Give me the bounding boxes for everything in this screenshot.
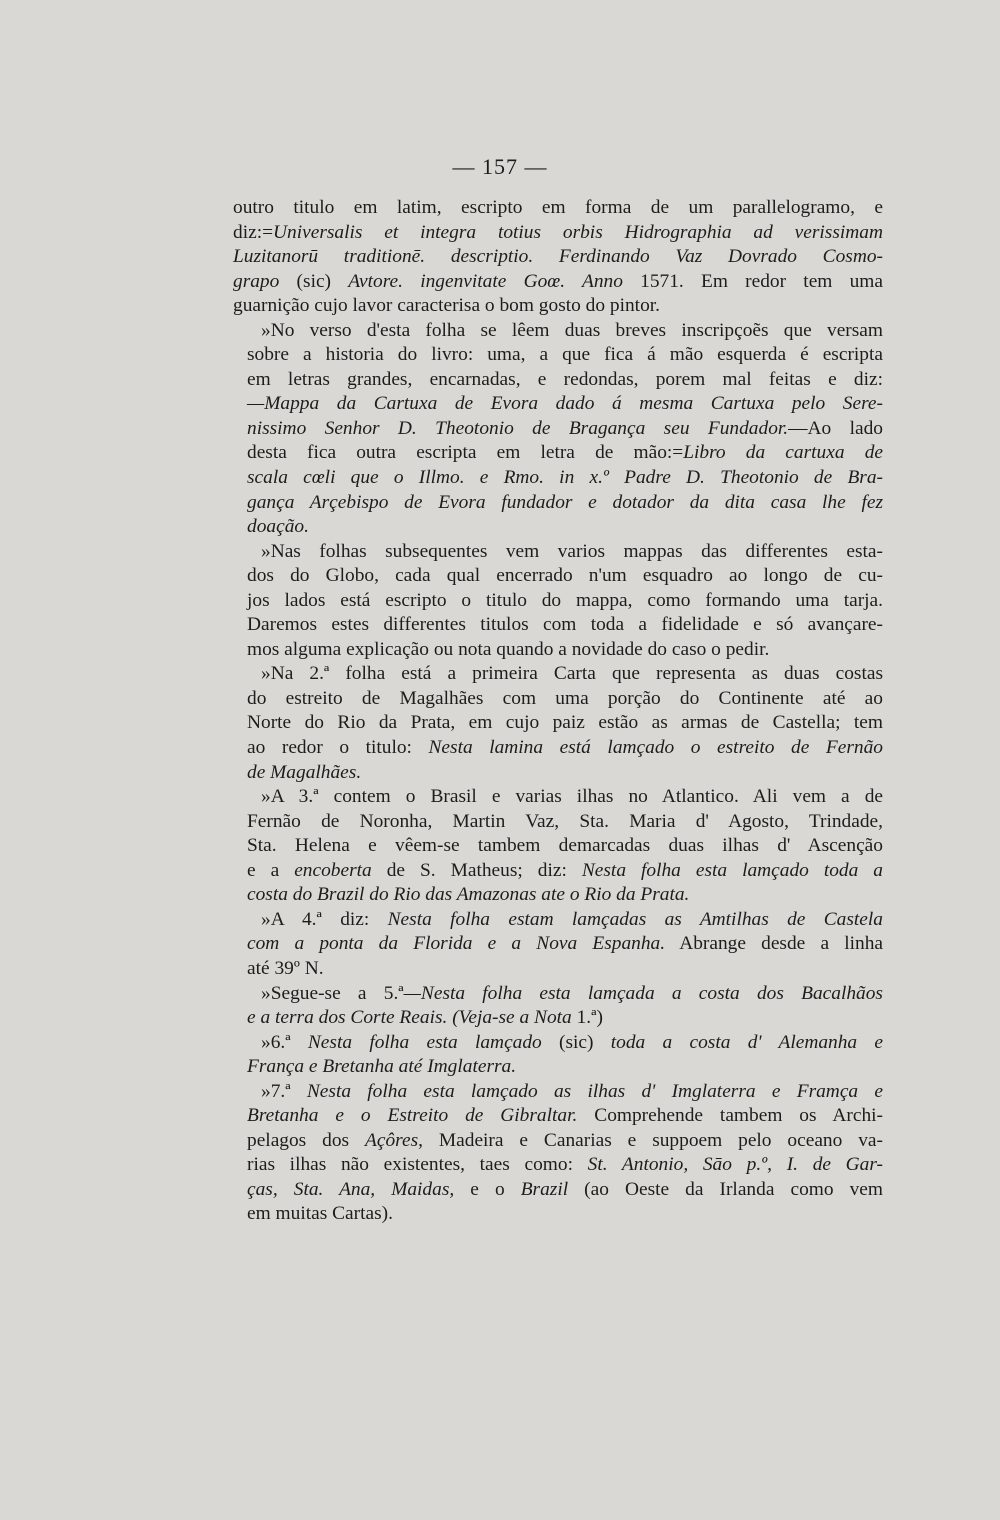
italic-text: ças, Sta. Ana, Maidas, xyxy=(247,1178,455,1200)
text-line xyxy=(233,761,883,786)
italic-text: nissimo Senhor D. Theotonio de Bragança seu Fundador. xyxy=(247,417,789,439)
text-line xyxy=(233,270,883,295)
roman-text: guarnição cujo lavor caracterisa o bom gosto do pintor. xyxy=(233,295,661,317)
italic-text: Brazil xyxy=(520,1178,569,1200)
text-line xyxy=(233,711,883,736)
roman-text: Abrange desde a linha xyxy=(665,933,883,955)
italic-text: toda a costa d' Alemanha e xyxy=(610,1031,883,1053)
paragraph xyxy=(233,540,883,663)
italic-text: com a ponta da Florida e a Nova Espanha. xyxy=(247,933,666,955)
roman-text: sobre a historia do livro: uma, a que fica á mão esquerda é escripta xyxy=(247,344,883,366)
paragraph xyxy=(233,662,883,785)
text-line xyxy=(233,613,883,638)
roman-text: até 39º N. xyxy=(247,957,324,979)
roman-text: »Na 2.ª folha está a primeira Carta que representa as duas costas xyxy=(261,663,883,685)
roman-text: mos alguma explicação ou nota quando a novidade do caso o pedir. xyxy=(247,638,770,660)
text-line xyxy=(233,245,883,270)
text-line xyxy=(233,368,883,393)
roman-text: de S. Matheus; diz: xyxy=(371,859,582,881)
italic-text: Luzitanorū traditionē. descriptio. Ferdinando Vaz Dovrado Cosmo- xyxy=(233,246,883,268)
roman-text: »Nas folhas subsequentes vem varios mappas das differentes esta- xyxy=(261,540,883,562)
paragraph xyxy=(233,982,883,1031)
text-line xyxy=(233,392,883,417)
roman-text: e o xyxy=(454,1178,521,1200)
text-line xyxy=(233,1080,883,1105)
text-line xyxy=(233,638,883,663)
text-line xyxy=(233,1104,883,1129)
roman-text: 1571. Em redor tem uma xyxy=(622,270,883,292)
roman-text: outro titulo em latim, escripto em forma de um parallelogramo, e xyxy=(233,197,883,218)
text-line xyxy=(233,441,883,466)
roman-text: pelagos dos xyxy=(247,1129,365,1151)
text-line xyxy=(233,908,883,933)
roman-text: »A 4.ª diz: xyxy=(261,908,388,930)
paragraph xyxy=(233,1031,883,1080)
text-line xyxy=(233,785,883,810)
text-line xyxy=(233,491,883,516)
text-line xyxy=(233,515,883,540)
text-line xyxy=(233,982,883,1007)
text-line xyxy=(233,343,883,368)
text-line xyxy=(233,1031,883,1056)
text-line xyxy=(233,196,883,221)
roman-text: e a xyxy=(247,859,295,881)
italic-text: costa do Brazil do Rio das Amazonas ate o Rio da Prata. xyxy=(247,884,690,906)
roman-text: (sic) xyxy=(279,270,349,292)
roman-text: ao redor o titulo: xyxy=(247,737,429,759)
text-line xyxy=(233,564,883,589)
italic-text: Bretanha e o Estreito de Gibraltar. xyxy=(247,1105,578,1127)
italic-text: Nesta folha estam lamçadas as Amtilhas de Castela xyxy=(387,908,883,930)
roman-text: (ao Oeste da Irlanda como vem xyxy=(568,1178,883,1200)
italic-text: doação. xyxy=(247,516,309,538)
paragraph xyxy=(233,319,883,540)
text-line xyxy=(233,294,883,319)
italic-text: Nesta folha esta lamçado toda a xyxy=(581,859,883,881)
italic-text: Avtore. ingenvitate Goœ. Anno xyxy=(348,270,623,292)
text-line xyxy=(233,1006,883,1031)
italic-text: grapo xyxy=(233,270,280,292)
roman-text: Fernão de Noronha, Martin Vaz, Sta. Maria d' Agosto, Trindade, xyxy=(247,810,883,832)
italic-text: França e Bretanha até Imglaterra. xyxy=(247,1056,517,1078)
italic-text: Açôres xyxy=(365,1129,419,1151)
text-line xyxy=(233,932,883,957)
italic-text: scala cœli que o Illmo. e Rmo. in x.º Padre D. Theotonio de Bra- xyxy=(247,467,883,489)
roman-text: 1.ª) xyxy=(571,1007,603,1029)
text-line xyxy=(233,662,883,687)
text-line xyxy=(233,540,883,565)
text-line xyxy=(233,1129,883,1154)
paragraph xyxy=(233,908,883,982)
page-number: — 157 — xyxy=(452,154,548,179)
roman-text: (sic) xyxy=(541,1031,611,1053)
roman-text: dos do Globo, cada qual encerrado n'um esquadro ao longo de cu- xyxy=(247,565,883,587)
roman-text: em letras grandes, encarnadas, e redondas, porem mal feitas e diz: xyxy=(247,368,883,390)
text-line xyxy=(233,221,883,246)
italic-text: de Magalhães. xyxy=(247,761,362,783)
roman-text: »6.ª xyxy=(261,1031,308,1053)
text-line xyxy=(233,1055,883,1080)
text-line xyxy=(233,810,883,835)
text-line xyxy=(233,687,883,712)
roman-text: , Madeira e Canarias e suppoem pelo oceano va- xyxy=(418,1129,883,1151)
text-line xyxy=(233,417,883,442)
text-line xyxy=(233,957,883,982)
italic-text: —Mappa da Cartuxa de Evora dado á mesma Cartuxa pelo Sere- xyxy=(247,393,883,415)
roman-text: »7.ª xyxy=(261,1080,307,1102)
roman-text: »Segue-se a 5.ª xyxy=(261,982,404,1004)
text-line xyxy=(233,883,883,908)
roman-text: —Ao lado xyxy=(788,417,883,439)
italic-text: Universalis et integra totius orbis Hidrographia ad verissimam xyxy=(273,221,883,243)
italic-text: —Nesta folha esta lamçada a costa dos Bacalhãos xyxy=(403,982,883,1004)
italic-text: Nesta folha esta lamçado as ilhas d' Imglaterra e Framça e xyxy=(306,1080,883,1102)
text-line xyxy=(233,1153,883,1178)
roman-text: jos lados está escripto o titulo do mappa, como formando uma tarja. xyxy=(247,589,883,611)
italic-text: encoberta xyxy=(294,859,372,881)
text-line xyxy=(233,466,883,491)
text-line xyxy=(233,1178,883,1203)
text-line xyxy=(233,589,883,614)
roman-text: Norte do Rio da Prata, em cujo paiz estão as armas de Castella; tem xyxy=(247,712,883,734)
text-line xyxy=(233,859,883,884)
italic-text: St. Antonio, Sāo p.º, I. de Gar- xyxy=(587,1154,883,1176)
roman-text: desta fica outra escripta em letra de mão:= xyxy=(247,442,684,464)
text-line xyxy=(233,319,883,344)
roman-text: em muitas Cartas). xyxy=(247,1203,393,1225)
text-line xyxy=(233,834,883,859)
paragraph xyxy=(233,1080,883,1227)
body-text xyxy=(233,196,883,1227)
roman-text: do estreito de Magalhães com uma porção do Continente até ao xyxy=(247,687,883,709)
paragraph xyxy=(233,196,883,319)
roman-text: »A 3.ª contem o Brasil e varias ilhas no Atlantico. Ali vem a de xyxy=(261,786,883,808)
roman-text: Daremos estes differentes titulos com toda a fidelidade e só avançare- xyxy=(247,614,883,636)
text-line xyxy=(233,1202,883,1227)
text-line xyxy=(233,736,883,761)
italic-text: Libro da cartuxa de xyxy=(683,442,883,464)
italic-text: Nesta lamina está lamçado o estreito de Fernão xyxy=(428,737,883,759)
italic-text: Nesta folha esta lamçado xyxy=(307,1031,542,1053)
roman-text: diz:= xyxy=(233,221,274,243)
roman-text: rias ilhas não existentes, taes como: xyxy=(247,1154,588,1176)
italic-text: e a terra dos Corte Reais. (Veja-se a Nota xyxy=(247,1007,572,1029)
paragraph xyxy=(233,785,883,908)
roman-text: »No verso d'esta folha se lêem duas breves inscripçoẽs que versam xyxy=(261,319,883,341)
italic-text: gança Arçebispo de Evora fundador e dotador da dita casa lhe fez xyxy=(247,491,883,513)
roman-text: Comprehende tambem os Archi- xyxy=(577,1105,883,1127)
roman-text: Sta. Helena e vêem-se tambem demarcadas duas ilhas d' Ascenção xyxy=(247,835,883,857)
